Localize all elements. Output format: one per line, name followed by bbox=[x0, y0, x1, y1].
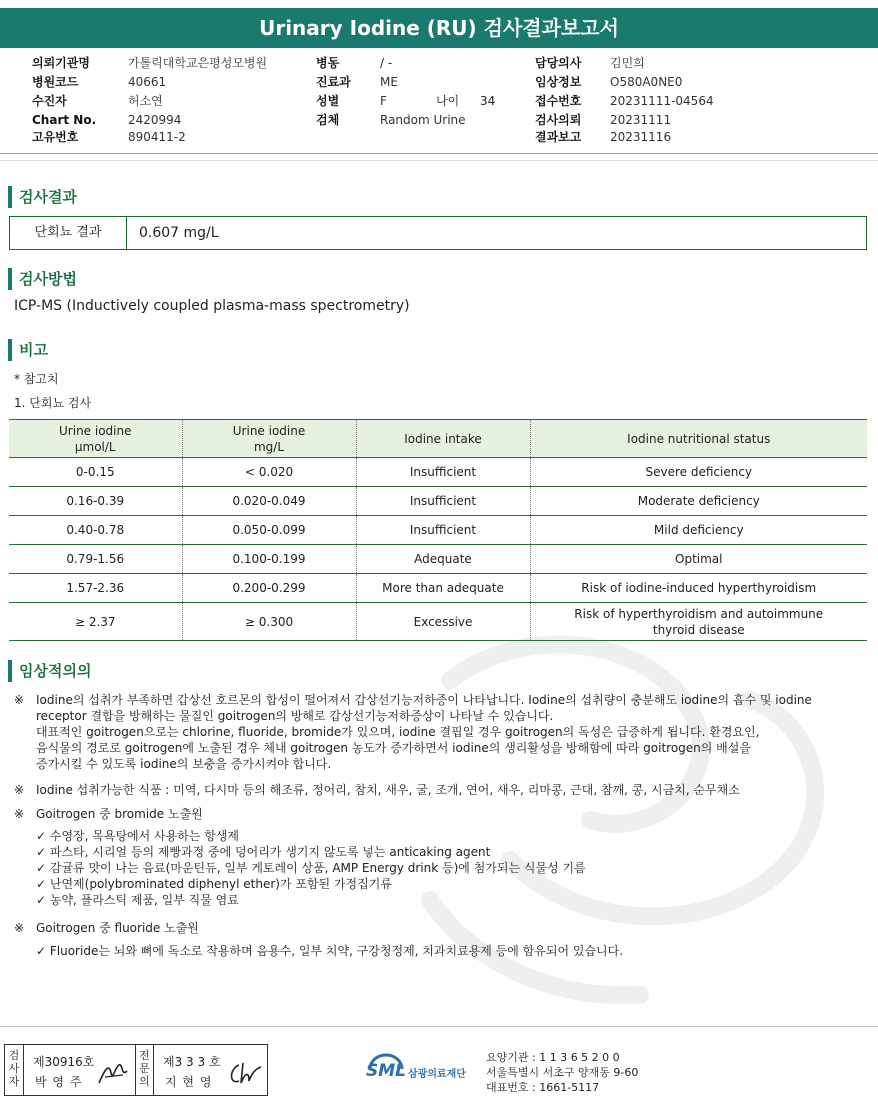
list-item: ✓ 수영장, 목욕탕에서 사용하는 항생제 bbox=[36, 829, 240, 843]
clinical-p1-line: receptor 결합을 방해하는 물질인 goitrogen의 방해로 갑상선기능저하증상이 나타날 수 있습니다. bbox=[36, 709, 554, 723]
list-item: ✓ 난연제(polybrominated diphenyl ether)가 포함된 가정집기류 bbox=[36, 877, 392, 891]
cell: Excessive bbox=[356, 603, 530, 641]
report-value: 20231116 bbox=[610, 130, 672, 144]
note-mark: ※ bbox=[14, 693, 25, 707]
specialist-signature-icon bbox=[227, 1059, 263, 1089]
org-code: 요양기관 : 1 1 3 6 5 2 0 0 bbox=[486, 1051, 620, 1064]
method-text: ICP-MS (Inductively coupled plasma-mass spectrometry) bbox=[14, 298, 410, 314]
examiner-name: 박 영 주 bbox=[35, 1075, 83, 1089]
list-item: ✓ 농약, 플라스틱 제품, 일부 직물 염료 bbox=[36, 893, 239, 907]
signature-box bbox=[4, 1044, 268, 1096]
clinical-value: O580A0NE0 bbox=[610, 75, 683, 89]
report-label: 결과보고 bbox=[535, 130, 582, 144]
clinical-para-4 bbox=[14, 920, 870, 936]
cell: Insufficient bbox=[356, 487, 530, 516]
cell: Risk of iodine-induced hyperthyroidism bbox=[530, 574, 867, 603]
id-value: 890411-2 bbox=[128, 130, 186, 144]
ward-value: / - bbox=[380, 56, 393, 70]
dept-label: 진료과 bbox=[316, 75, 351, 89]
clinical-food-list: Iodine 섭취가능한 식품 : 미역, 다시마 등의 해조류, 정어리, 참치, 새우, 굴, 조개, 연어, 새우, 리마콩, 근대, 참깨, 콩, 시금치, 순무채소 bbox=[36, 783, 740, 797]
col-umol-line2: μmol/L bbox=[74, 439, 116, 454]
table-row bbox=[9, 574, 867, 603]
examiner-license: 제30916호 bbox=[33, 1055, 95, 1069]
cell: Adequate bbox=[356, 545, 530, 574]
header-col-2 bbox=[316, 54, 351, 130]
cell: ≥ 2.37 bbox=[9, 603, 182, 641]
list-item: ✓ Fluoride는 뇌와 뼈에 독소로 작용하며 음용수, 일부 치약, 구강청정제, 치과치료용제 등에 함유되어 있습니다. bbox=[36, 944, 624, 958]
chart-value: 2420994 bbox=[128, 113, 182, 127]
specialist-vertical-label bbox=[135, 1045, 154, 1095]
note-mark: ※ bbox=[14, 783, 25, 797]
patient-value: 허소연 bbox=[128, 94, 163, 108]
patient-label: 수진자 bbox=[32, 94, 67, 108]
cell: < 0.020 bbox=[182, 458, 356, 487]
org-phone: 대표번호 : 1661-5117 bbox=[486, 1081, 600, 1094]
col-intake: Iodine intake bbox=[356, 420, 530, 458]
logo-text: SML bbox=[366, 1061, 406, 1081]
col-status: Iodine nutritional status bbox=[530, 420, 867, 458]
cell: 0.16-0.39 bbox=[9, 487, 182, 516]
doctor-value: 김민희 bbox=[610, 56, 645, 70]
report-title: Urinary Iodine (RU) 검사결과보고서 bbox=[0, 8, 878, 48]
result-box bbox=[9, 216, 867, 250]
v-char: 전 bbox=[139, 1049, 150, 1062]
cell: Optimal bbox=[530, 545, 867, 574]
sex-label: 성별 bbox=[316, 94, 340, 108]
sml-logo bbox=[366, 1053, 478, 1087]
table-row bbox=[9, 603, 867, 641]
cell: 0.100-0.199 bbox=[182, 545, 356, 574]
age-value: 34 bbox=[480, 94, 496, 108]
doctor-label: 담당의사 bbox=[535, 56, 582, 70]
cell: ≥ 0.300 bbox=[182, 603, 356, 641]
clinical-p1-line: 음식물의 경로로 goitrogen에 노출된 경우 체내 goitrogen 농도가 증가하면서 iodine의 생리활성을 방해함에 따라 goitrogen의 배설을 bbox=[36, 741, 751, 755]
cell: Moderate deficiency bbox=[530, 487, 867, 516]
cell: 0.050-0.099 bbox=[182, 516, 356, 545]
logo-subtext: 삼광의료재단 bbox=[408, 1069, 466, 1080]
reference-table bbox=[9, 419, 867, 641]
request-value: 20231111 bbox=[610, 113, 672, 127]
cell: 0.020-0.049 bbox=[182, 487, 356, 516]
examiner-vertical-label bbox=[5, 1045, 24, 1095]
specimen-label: 검체 bbox=[316, 113, 340, 127]
clinical-p1-line: Iodine의 섭취가 부족하면 갑상선 호르몬의 합성이 떨어져서 갑상선기능저하증이 나타납니다. Iodine의 섭취량이 충분해도 iodine의 흡수 및 iodine bbox=[36, 693, 812, 707]
cell: Insufficient bbox=[356, 458, 530, 487]
table-row bbox=[9, 545, 867, 574]
notes-section-title: 비고 bbox=[8, 339, 48, 361]
cell: Mild deficiency bbox=[530, 516, 867, 545]
result-section-title: 검사결과 bbox=[8, 186, 77, 208]
clinical-p1-line: 증가시킬 수 있도록 iodine의 보충을 증가시켜야 합니다. bbox=[36, 757, 332, 771]
specimen-value: Random Urine bbox=[380, 113, 466, 127]
table-header-row bbox=[9, 420, 867, 458]
note-mark: ※ bbox=[14, 807, 25, 821]
col-umol bbox=[9, 420, 182, 458]
organization-info bbox=[486, 1050, 638, 1095]
v-char: 문 bbox=[139, 1062, 150, 1075]
notes-ref: * 참고치 bbox=[14, 372, 59, 386]
specialist-license: 제3 3 3 호 bbox=[163, 1055, 221, 1069]
id-label: 고유번호 bbox=[32, 130, 79, 144]
footer-divider bbox=[0, 1026, 878, 1027]
table-row bbox=[9, 516, 867, 545]
table-row bbox=[9, 458, 867, 487]
method-section-title: 검사방법 bbox=[8, 268, 77, 290]
request-label: 검사의뢰 bbox=[535, 113, 582, 127]
age-label: 나이 bbox=[436, 94, 460, 108]
clinical-para-2 bbox=[14, 782, 870, 798]
note-mark: ※ bbox=[14, 921, 25, 935]
cell: 0-0.15 bbox=[9, 458, 182, 487]
table-row bbox=[9, 487, 867, 516]
ward-label: 병동 bbox=[316, 56, 340, 70]
clinical-para-3 bbox=[14, 806, 870, 822]
header-col-1-values bbox=[128, 54, 267, 147]
cell: 0.79-1.56 bbox=[9, 545, 182, 574]
result-label: 단회뇨 결과 bbox=[10, 217, 127, 249]
col-mgl-line1: Urine iodine bbox=[232, 423, 306, 438]
hospital-value: 가톨릭대학교은평성모병원 bbox=[128, 56, 268, 70]
v-char: 사 bbox=[8, 1062, 20, 1075]
header-col-1 bbox=[32, 54, 96, 147]
hospital-label: 의뢰기관명 bbox=[32, 56, 90, 70]
col-mgl bbox=[182, 420, 356, 458]
chart-label: Chart No. bbox=[32, 113, 97, 127]
list-item: ✓ 파스타, 시리얼 등의 제빵과정 중에 덩어리가 생기지 않도록 넣는 anticaking agent bbox=[36, 845, 491, 859]
clinical-para-1 bbox=[14, 692, 870, 772]
cell: Severe deficiency bbox=[530, 458, 867, 487]
org-address: 서울특별시 서초구 양재동 9-60 bbox=[486, 1066, 639, 1079]
header-divider bbox=[0, 153, 878, 154]
bromide-heading: Goitrogen 중 bromide 노출원 bbox=[36, 807, 203, 821]
dept-value: ME bbox=[380, 75, 398, 89]
col-mgl-line2: mg/L bbox=[253, 439, 285, 454]
specialist-name: 지 현 영 bbox=[165, 1075, 213, 1089]
header-col-3-values bbox=[610, 54, 714, 147]
v-char: 검 bbox=[8, 1049, 20, 1062]
bromide-list bbox=[36, 828, 586, 908]
header-col-3 bbox=[535, 54, 581, 147]
list-item: ✓ 감귤류 맛이 나는 음료(마운틴듀, 일부 게토레이 상품, AMP Energy drink 등)에 첨가되는 식물성 기름 bbox=[36, 861, 586, 875]
cell: 0.40-0.78 bbox=[9, 516, 182, 545]
clinical-section-title: 임상적의의 bbox=[8, 660, 91, 682]
clinical-p1-line: 대표적인 goitrogen으로는 chlorine, fluoride, bromide가 있으며, iodine 결핍일 경우 goitrogen의 독성은 급증하게 됩니다. 환경요인, bbox=[36, 725, 760, 739]
result-value: 0.607 mg/L bbox=[139, 225, 219, 241]
v-char: 자 bbox=[8, 1075, 20, 1088]
notes-item: 1. 단회뇨 검사 bbox=[14, 396, 92, 410]
code-value: 40661 bbox=[128, 75, 167, 89]
fluoride-list bbox=[36, 943, 623, 959]
header-divider-light bbox=[0, 160, 878, 161]
sex-value: F bbox=[380, 94, 387, 108]
receipt-label: 접수번호 bbox=[535, 94, 582, 108]
code-label: 병원코드 bbox=[32, 75, 79, 89]
examiner-signature-icon bbox=[97, 1059, 131, 1089]
clinical-label: 임상정보 bbox=[535, 75, 582, 89]
cell: 1.57-2.36 bbox=[9, 574, 182, 603]
fluoride-heading: Goitrogen 중 fluoride 노출원 bbox=[36, 921, 199, 935]
receipt-value: 20231111-04564 bbox=[610, 94, 714, 108]
cell: More than adequate bbox=[356, 574, 530, 603]
col-umol-line1: Urine iodine bbox=[59, 423, 132, 438]
cell: Insufficient bbox=[356, 516, 530, 545]
v-char: 의 bbox=[139, 1075, 150, 1088]
cell: Risk of hyperthyroidism and autoimmune thyroid disease bbox=[530, 603, 867, 641]
cell: 0.200-0.299 bbox=[182, 574, 356, 603]
